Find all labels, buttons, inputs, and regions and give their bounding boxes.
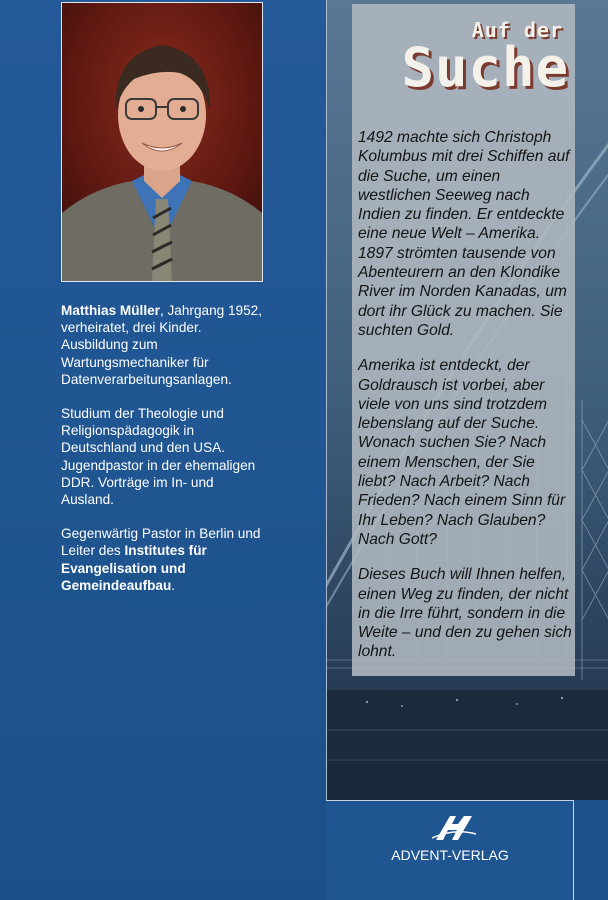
bio-paragraph-3 (61, 525, 266, 594)
author-bio (61, 302, 266, 611)
advent-verlag-logo-icon (430, 812, 478, 842)
blurb-paragraph-2: Amerika ist entdeckt, der Goldrausch ist vorbei, aber viele von uns sind trotzdem lebenslang auf der Suche. Wonach suchen Sie? Nach einem Menschen, der Sie liebt? Nach Arbeit? Nach Frieden? Nach einem Sinn für Ihr Leben? Nach Glauben? Nach Gott? (358, 357, 566, 548)
title-line-2: Suche (401, 36, 569, 99)
bio-paragraph-1 (61, 302, 266, 388)
edge-strip (574, 800, 608, 900)
publisher-name: ADVENT-VERLAG (391, 847, 509, 863)
back-cover-text-box (352, 4, 575, 676)
institute-name: Institutes für Evangelisation und Gemeindeaufbau (61, 543, 207, 593)
title-line-1: Auf der (471, 18, 563, 42)
bio-paragraph-1-text: , Jahrgang 1952, verheiratet, drei Kinder. Ausbildung zum Wartungsmechaniker für Datenverarbeitungsanlagen. (61, 303, 262, 387)
author-portrait-image (62, 3, 262, 281)
author-photo (61, 2, 263, 282)
author-name: Matthias Müller (61, 303, 160, 318)
bio-paragraph-2: Studium der Theologie und Religionspädagogik in Deutschland und den USA. Jugendpastor in der ehemaligen DDR. Vorträge im In- und Ausland. (61, 406, 256, 508)
bio-paragraph-3-text: Gegenwärtig Pastor in Berlin und Leiter des (61, 526, 261, 559)
blurb-paragraph-1: 1492 machte sich Christoph Kolumbus mit drei Schiffen auf die Suche, um einen westlichen Seeweg nach Indien zu finden. Er entdeckte eine neue Welt – Amerika. 1897 strömten tausende von Abenteurern an den Klondike River im Norden Kanadas, um dort ihr Glück zu machen. Sie suchten Gold. (358, 129, 570, 339)
publisher-box (326, 800, 574, 900)
blurb-text (358, 128, 576, 678)
blurb-paragraph-3: Dieses Buch will Ihnen helfen, einen Weg zu finden, der nicht in die Irre führt, sondern in die Weite – und den zu gehen sich lohnt. (358, 566, 572, 661)
bio-paragraph-3-end: . (171, 577, 176, 593)
